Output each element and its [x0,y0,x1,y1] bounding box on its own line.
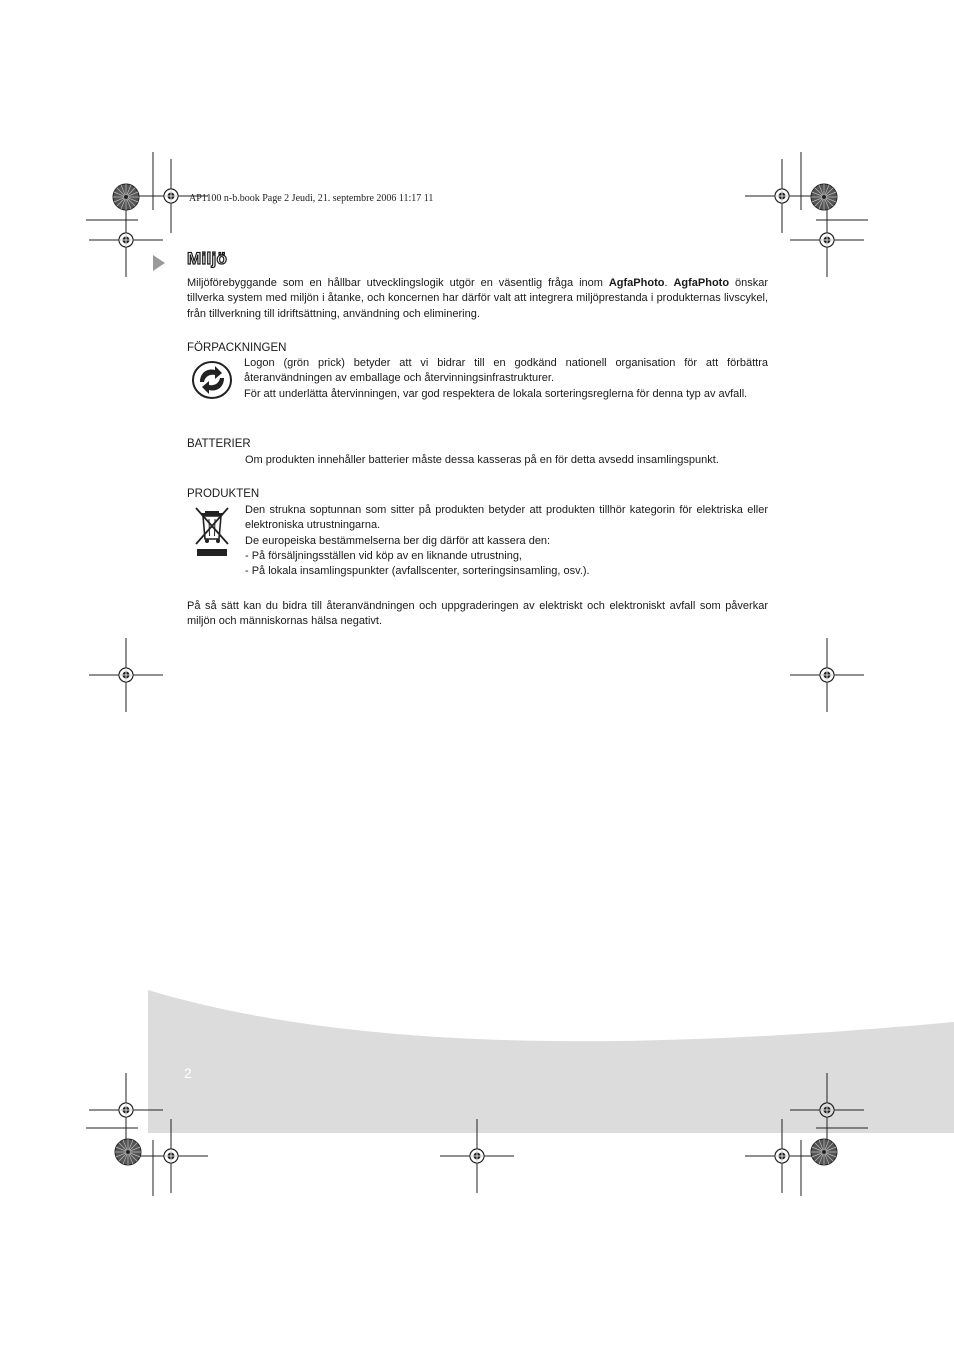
product-line-1: Den strukna soptunnan som sitter på produkten betyder att produkten tillhör kategorin för elektriska eller elektroniska utrustningarna. [245,504,768,532]
product-label: PRODUKTEN [187,488,260,500]
page-number: 2 [184,1065,192,1081]
batteries-text: Om produkten innehåller batterier måste dessa kasseras på en för detta avsedd insamlingspunkt. [245,454,719,466]
packaging-line-2: För att underlätta återvinningen, var god respektera de lokala sorteringsreglerna för denna typ av avfall. [244,387,748,400]
product-line-2: De europeiska bestämmelserna ber dig därför att kassera den: [245,534,551,547]
packaging-line-1: Logon (grön prick) betyder att vi bidrar till en godkänd nationell organisation för att förbättra återanvändningen av emballage och återvinningsinfrastrukturer. [244,357,768,385]
section-title: Miljö [187,249,228,268]
closing-paragraph: På så sätt kan du bidra till återanvändningen och uppgraderingen av elektriskt och elektroniskt avfall som påverkar miljön och människornas hälsa negativt. [187,600,768,628]
file-info-header: AP1100 n-b.book Page 2 Jeudi, 21. septembre 2006 11:17 11 [189,193,434,204]
product-bullet-1: - På försäljningsställen vid köp av en liknande utrustning, [245,549,522,562]
product-bullet-2: - På lokala insamlingspunkter (avfallscenter, sorteringsinsamling, osv.). [245,565,590,578]
batteries-label: BATTERIER [187,438,251,450]
packaging-label: FÖRPACKNINGEN [187,342,287,354]
intro-paragraph: Miljöförebyggande som en hållbar utvecklingslogik utgör en väsentlig fråga inom AgfaPhoto. AgfaPhoto önskar tillverka system med miljön i åtanke, och koncernen har därför valt att integrera miljöprestanda i produkternas livscykel, från tillverkning till idriftsättning, användning och eliminering. [187,277,768,320]
brand-name: AgfaPhoto [608,277,665,289]
brand-name: AgfaPhoto [673,277,730,289]
